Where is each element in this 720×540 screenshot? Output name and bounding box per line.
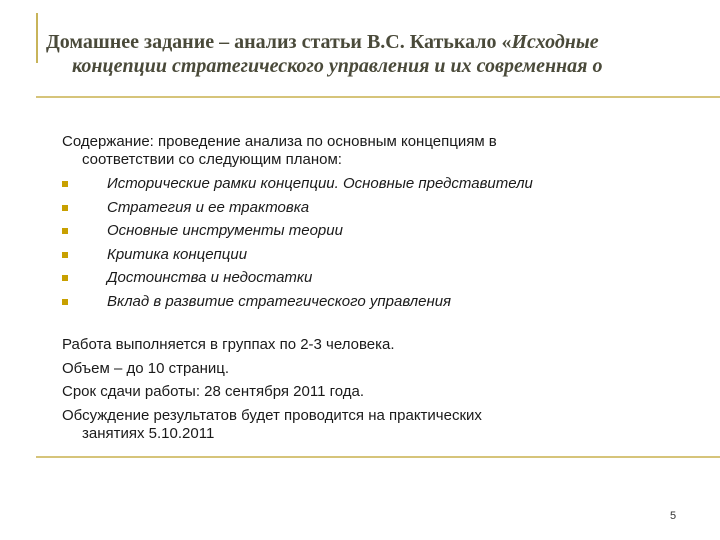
groups-note: Работа выполняется в группах по 2-3 человека. [62, 336, 395, 353]
list-item-text: Критика концепции [107, 245, 248, 263]
list-item [62, 219, 682, 243]
list-item-text: Вклад в развитие стратегического управления [107, 292, 452, 310]
bullet-square-icon [62, 275, 68, 281]
slide-title [46, 30, 720, 78]
bullet-square-icon [62, 205, 68, 211]
discussion-line1: Обсуждение результатов будет проводится на практических [62, 406, 482, 424]
title-line1-regular: Домашнее задание – анализ статьи В.С. Катькало « [46, 31, 512, 53]
bottom-divider [36, 456, 720, 458]
intro-line2: соответствии со следующим планом: [82, 151, 342, 168]
list-item-text: Основные инструменты теории [107, 222, 343, 239]
list-item [62, 196, 682, 220]
list-item-text: Достоинства и недостатки [107, 269, 313, 286]
bullet-square-icon [62, 299, 68, 305]
deadline-note: Срок сдачи работы: 28 сентября 2011 года. [62, 383, 365, 400]
intro-line1: Содержание: проведение анализа по основным концепциям в [62, 133, 497, 150]
discussion-note [62, 407, 682, 443]
list-item [62, 243, 682, 267]
accent-vertical-line [36, 13, 38, 63]
slide-content [62, 133, 682, 443]
list-item [62, 172, 682, 196]
list-item-text: Стратегия и ее трактовка [107, 198, 310, 216]
volume-note: Объем – до 10 страниц. [62, 359, 230, 377]
bullet-square-icon [62, 181, 68, 187]
bullet-square-icon [62, 252, 68, 258]
list-item [62, 266, 682, 290]
page-number: 5 [670, 510, 677, 522]
top-divider [36, 96, 720, 98]
intro-text [62, 133, 682, 169]
bullet-square-icon [62, 228, 68, 234]
plan-list [62, 172, 682, 313]
title-line1-italic: Исходные [511, 31, 599, 53]
notes-block [62, 333, 682, 443]
list-item-text: Исторические рамки концепции. Основные представители [107, 175, 533, 192]
discussion-line2: занятиях 5.10.2011 [82, 424, 215, 442]
title-line2: концепции стратегического управления и их современная о [72, 55, 603, 77]
list-item [62, 290, 682, 314]
